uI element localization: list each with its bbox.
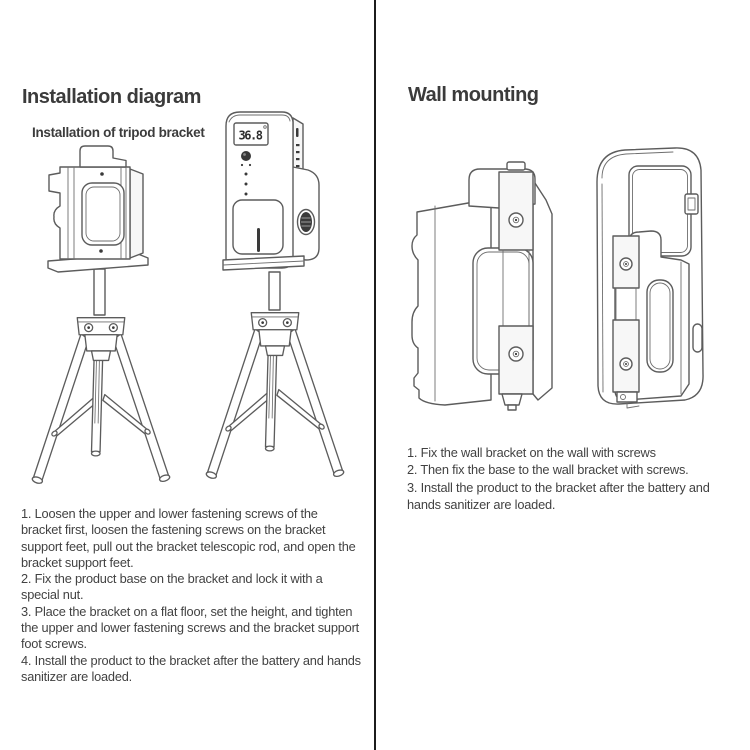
tripod-instructions [21,506,361,685]
temperature-display-value: 36.8 [238,128,262,143]
left-section-subtitle: Installation of tripod bracket [32,125,205,140]
wall-mounted-device-line-art [585,140,720,415]
wall-bracket-figure [405,142,560,412]
wall-mounted-device-figure [585,140,720,415]
right-section-title: Wall mounting [408,84,539,106]
wall-step-1: 1. Fix the wall bracket on the wall with screws [407,445,656,460]
tripod-device-figure [196,108,356,500]
tripod-bracket-figure [22,143,182,500]
wall-step-2: 2. Then fix the base to the wall bracket with screws. [407,462,689,478]
tripod-step-1: 1. Loosen the upper and lower fastening screws of the bracket first, loosen the fastening screws on the bracket support feet, pull out the bracket telescopic rod, and open the bracket support feet. [21,506,356,570]
section-divider [374,0,376,750]
tripod-step-3: 3. Place the bracket on a flat floor, set the height, and tighten the upper and lower fastening screws and the bracket support foot screws. [21,603,359,652]
left-section-title: Installation diagram [22,86,201,108]
tripod-bracket-line-art [22,143,182,500]
wall-step-3: 3. Install the product to the bracket after the battery and hands sanitizer are loaded. [407,479,710,513]
device-on-tripod-line-art [196,108,356,500]
wall-mounting-instructions [407,444,745,514]
tripod-step-2: 2. Fix the product base on the bracket and lock it with a special nut. [21,571,323,603]
tripod-step-4: 4. Install the product to the bracket after the battery and hands sanitizer are loaded. [21,652,361,684]
wall-bracket-line-art [405,142,560,412]
